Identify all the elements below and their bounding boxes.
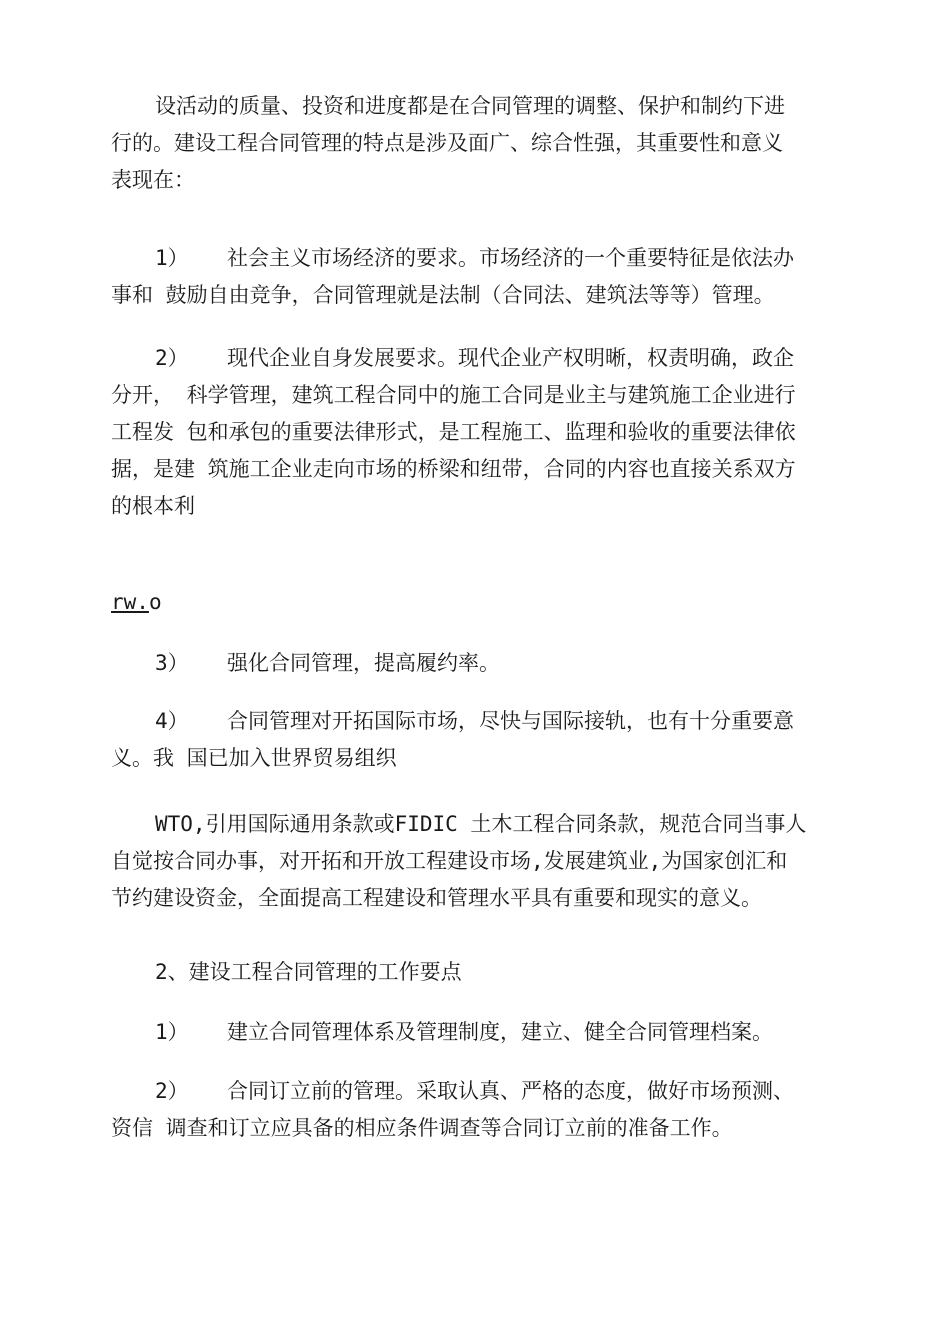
section-heading	[111, 954, 851, 991]
text-line: 表现在：	[111, 168, 195, 192]
list-item-1	[111, 240, 851, 314]
text-line: 义。我 国已加入世界贸易组织	[111, 746, 397, 770]
text-line: 自觉按合同办事，对开拓和开放工程建设市场,发展建筑业,为国家创汇和	[111, 849, 788, 873]
text-line	[111, 1073, 851, 1110]
text-line	[111, 645, 851, 682]
item-number: 1）	[155, 1020, 189, 1044]
text-line: WTO,引用国际通用条款或FIDIC 土木工程合同条款，规范合同当事人	[155, 812, 807, 836]
text-line	[111, 703, 851, 740]
item-number: 3）	[155, 651, 189, 675]
text-line	[111, 1014, 851, 1051]
text-line	[111, 584, 851, 621]
section-title: 2、建设工程合同管理的工作要点	[155, 960, 462, 984]
item-text: 合同管理对开拓国际市场，尽快与国际接轨，也有十分重要意	[227, 709, 794, 733]
text-line: 工程发 包和承包的重要法律形式，是工程施工、监理和验收的重要法律依	[111, 420, 796, 444]
paragraph-intro	[111, 88, 851, 199]
item-text: 社会主义市场经济的要求。市场经济的一个重要特征是依法办	[227, 246, 794, 270]
item-number: 4）	[155, 709, 189, 733]
item-text: 强化合同管理，提高履约率。	[227, 651, 500, 675]
underlined-fragment: rw.	[111, 590, 149, 614]
item-number: 1）	[155, 246, 189, 270]
fragment-line	[111, 584, 851, 621]
text-line: 事和 鼓励自由竞争，合同管理就是法制（合同法、建筑法等等）管理。	[111, 283, 775, 307]
item-number: 2）	[155, 1079, 189, 1103]
list-item-4	[111, 703, 851, 777]
text-line	[111, 240, 851, 277]
item-number: 2）	[155, 346, 189, 370]
list-item-3	[111, 645, 851, 682]
paragraph-wto	[111, 806, 851, 917]
text-line: 资信 调查和订立应具备的相应条件调查等合同订立前的准备工作。	[111, 1116, 733, 1140]
text-line: 的根本利	[111, 494, 195, 518]
text-line: 行的。建设工程合同管理的特点是涉及面广、综合性强，其重要性和意义	[111, 131, 783, 155]
item-text: 现代企业自身发展要求。现代企业产权明晰，权责明确，政企	[227, 346, 794, 370]
text-line	[111, 340, 851, 377]
text-line: 设活动的质量、投资和进度都是在合同管理的调整、保护和制约下进	[155, 94, 785, 118]
section2-item-2	[111, 1073, 851, 1147]
list-item-2	[111, 340, 851, 525]
text-line: 据，是建 筑施工企业走向市场的桥梁和纽带，合同的内容也直接关系双方	[111, 457, 796, 481]
text-line: 节约建设资金，全面提高工程建设和管理水平具有重要和现实的意义。	[111, 886, 762, 910]
item-text: 建立合同管理体系及管理制度，建立、健全合同管理档案。	[227, 1020, 773, 1044]
text-line: 分开， 科学管理，建筑工程合同中的施工合同是业主与建筑施工企业进行	[111, 383, 796, 407]
item-text: 合同订立前的管理。采取认真、严格的态度，做好市场预测、	[227, 1079, 794, 1103]
section2-item-1	[111, 1014, 851, 1051]
fragment-rest: o	[148, 590, 162, 614]
